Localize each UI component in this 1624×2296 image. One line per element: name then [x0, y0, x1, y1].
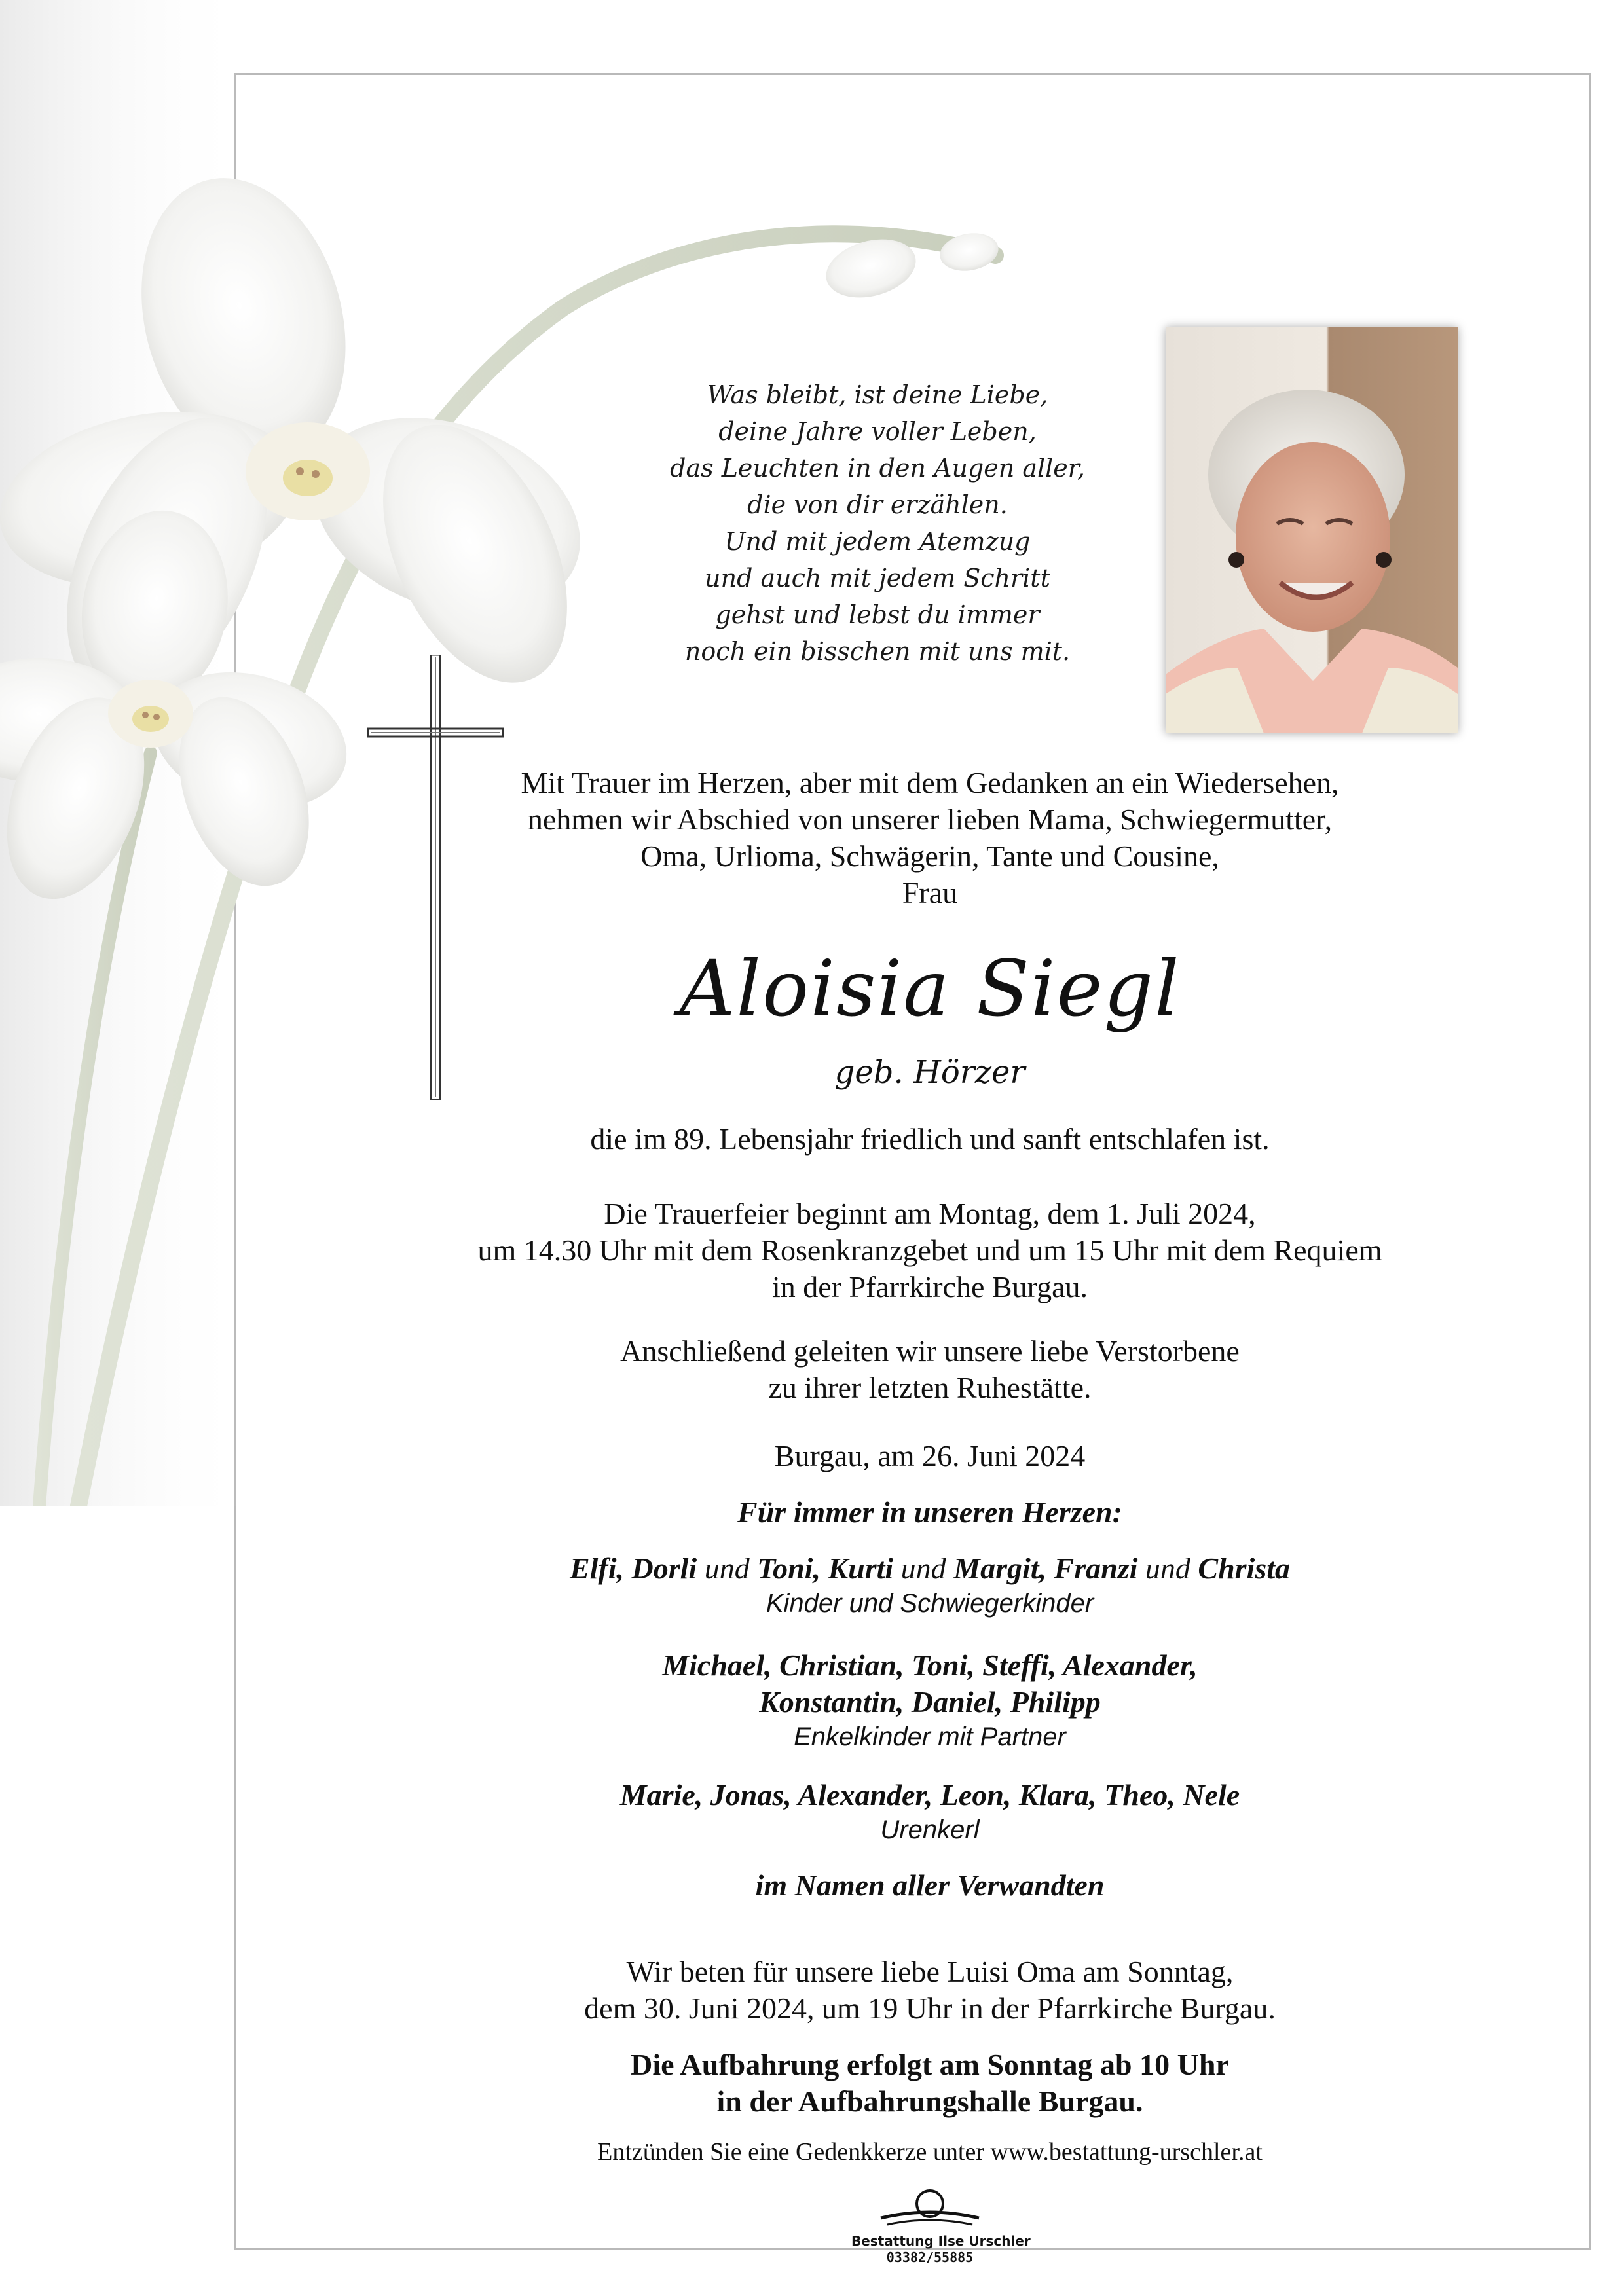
poem-line: gehst und lebst du immer	[715, 600, 1040, 629]
grandchildren-block	[367, 1647, 1493, 1753]
children-connector: und	[893, 1552, 954, 1585]
children-name-group: Elfi, Dorli	[569, 1552, 697, 1585]
poem-line: und auch mit jedem Schritt	[705, 564, 1050, 592]
great-grandchildren-label: Urenkerl	[880, 1815, 980, 1844]
prayer-line: dem 30. Juni 2024, um 19 Uhr in der Pfarrkirche Burgau.	[584, 1992, 1276, 2025]
prayer-line: Wir beten für unsere liebe Luisi Oma am Sonntag,	[626, 1955, 1234, 1988]
grandchildren-line: Konstantin, Daniel, Philipp	[759, 1685, 1101, 1719]
poem-line: deine Jahre voller Leben,	[718, 417, 1037, 446]
intro-line: Frau	[902, 876, 958, 909]
poem-line: das Leuchten in den Augen aller,	[670, 454, 1085, 483]
funeral-home-logo	[851, 2187, 1031, 2265]
children-connector: und	[697, 1552, 758, 1585]
portrait-photo	[1166, 327, 1458, 733]
burial-line: Anschließend geleiten wir unsere liebe Verstorbene	[620, 1334, 1240, 1368]
prayer-text	[367, 1954, 1493, 2027]
relatives-text: im Namen aller Verwandten	[755, 1868, 1105, 1902]
ceremony-line: in der Pfarrkirche Burgau.	[772, 1270, 1088, 1303]
poem	[602, 376, 1153, 670]
intro-line: Oma, Urlioma, Schwägerin, Tante und Cousine,	[640, 839, 1219, 873]
great-grandchildren-block	[367, 1777, 1493, 1846]
laying-out-line: Die Aufbahrung erfolgt am Sonntag ab 10 Uhr	[631, 2048, 1229, 2081]
logo-icon	[874, 2187, 986, 2232]
grandchildren-label: Enkelkinder mit Partner	[794, 1722, 1066, 1751]
age-text	[367, 1121, 1493, 1157]
birth-name: geb. Hörzer	[834, 1054, 1025, 1091]
forever-heading	[367, 1494, 1493, 1531]
poem-line: die von dir erzählen.	[747, 490, 1008, 519]
laying-out-line: in der Aufbahrungshalle Burgau.	[716, 2085, 1143, 2118]
intro-line: nehmen wir Abschied von unserer lieben Mama, Schwiegermutter,	[527, 803, 1333, 836]
ceremony-text	[367, 1195, 1493, 1305]
place-date-line: Burgau, am 26. Juni 2024	[774, 1439, 1086, 1472]
great-grandchildren-line: Marie, Jonas, Alexander, Leon, Klara, Theo, Nele	[619, 1778, 1240, 1812]
poem-line: Und mit jedem Atemzug	[724, 527, 1031, 556]
candle-text	[367, 2136, 1493, 2168]
children-names	[367, 1550, 1493, 1587]
burial-text	[367, 1333, 1493, 1406]
grandchildren-line: Michael, Christian, Toni, Steffi, Alexander,	[662, 1649, 1198, 1682]
forever-line: Für immer in unseren Herzen:	[737, 1495, 1122, 1529]
age-line: die im 89. Lebensjahr friedlich und sanft entschlafen ist.	[590, 1122, 1270, 1156]
children-connector: und	[1137, 1552, 1198, 1585]
laying-out-text	[367, 2047, 1493, 2120]
burial-line: zu ihrer letzten Ruhestätte.	[768, 1371, 1092, 1404]
candle-line: Entzünden Sie eine Gedenkkerze unter www.bestattung-urschler.at	[597, 2138, 1263, 2166]
children-block	[367, 1550, 1493, 1620]
relatives-line	[367, 1867, 1493, 1904]
place-date	[367, 1438, 1493, 1474]
ceremony-line: um 14.30 Uhr mit dem Rosenkranzgebet und um 15 Uhr mit dem Requiem	[477, 1233, 1382, 1267]
poem-line: Was bleibt, ist deine Liebe,	[707, 380, 1048, 409]
poem-line: noch ein bisschen mit uns mit.	[684, 637, 1071, 666]
children-name-group: Margit, Franzi	[953, 1552, 1138, 1585]
ceremony-line: Die Trauerfeier beginnt am Montag, dem 1. Juli 2024,	[604, 1197, 1256, 1230]
children-label: Kinder und Schwiegerkinder	[766, 1589, 1094, 1618]
funeral-home-phone: 03382/55885	[886, 2250, 974, 2265]
intro-line: Mit Trauer im Herzen, aber mit dem Gedanken an ein Wiedersehen,	[521, 766, 1339, 799]
children-name-group: Toni, Kurti	[757, 1552, 894, 1585]
deceased-name: Aloisia Siegl	[679, 943, 1181, 1034]
funeral-home-name: Bestattung Ilse Urschler	[851, 2233, 1031, 2249]
children-name-group: Christa	[1198, 1552, 1291, 1585]
intro-text	[367, 765, 1493, 911]
